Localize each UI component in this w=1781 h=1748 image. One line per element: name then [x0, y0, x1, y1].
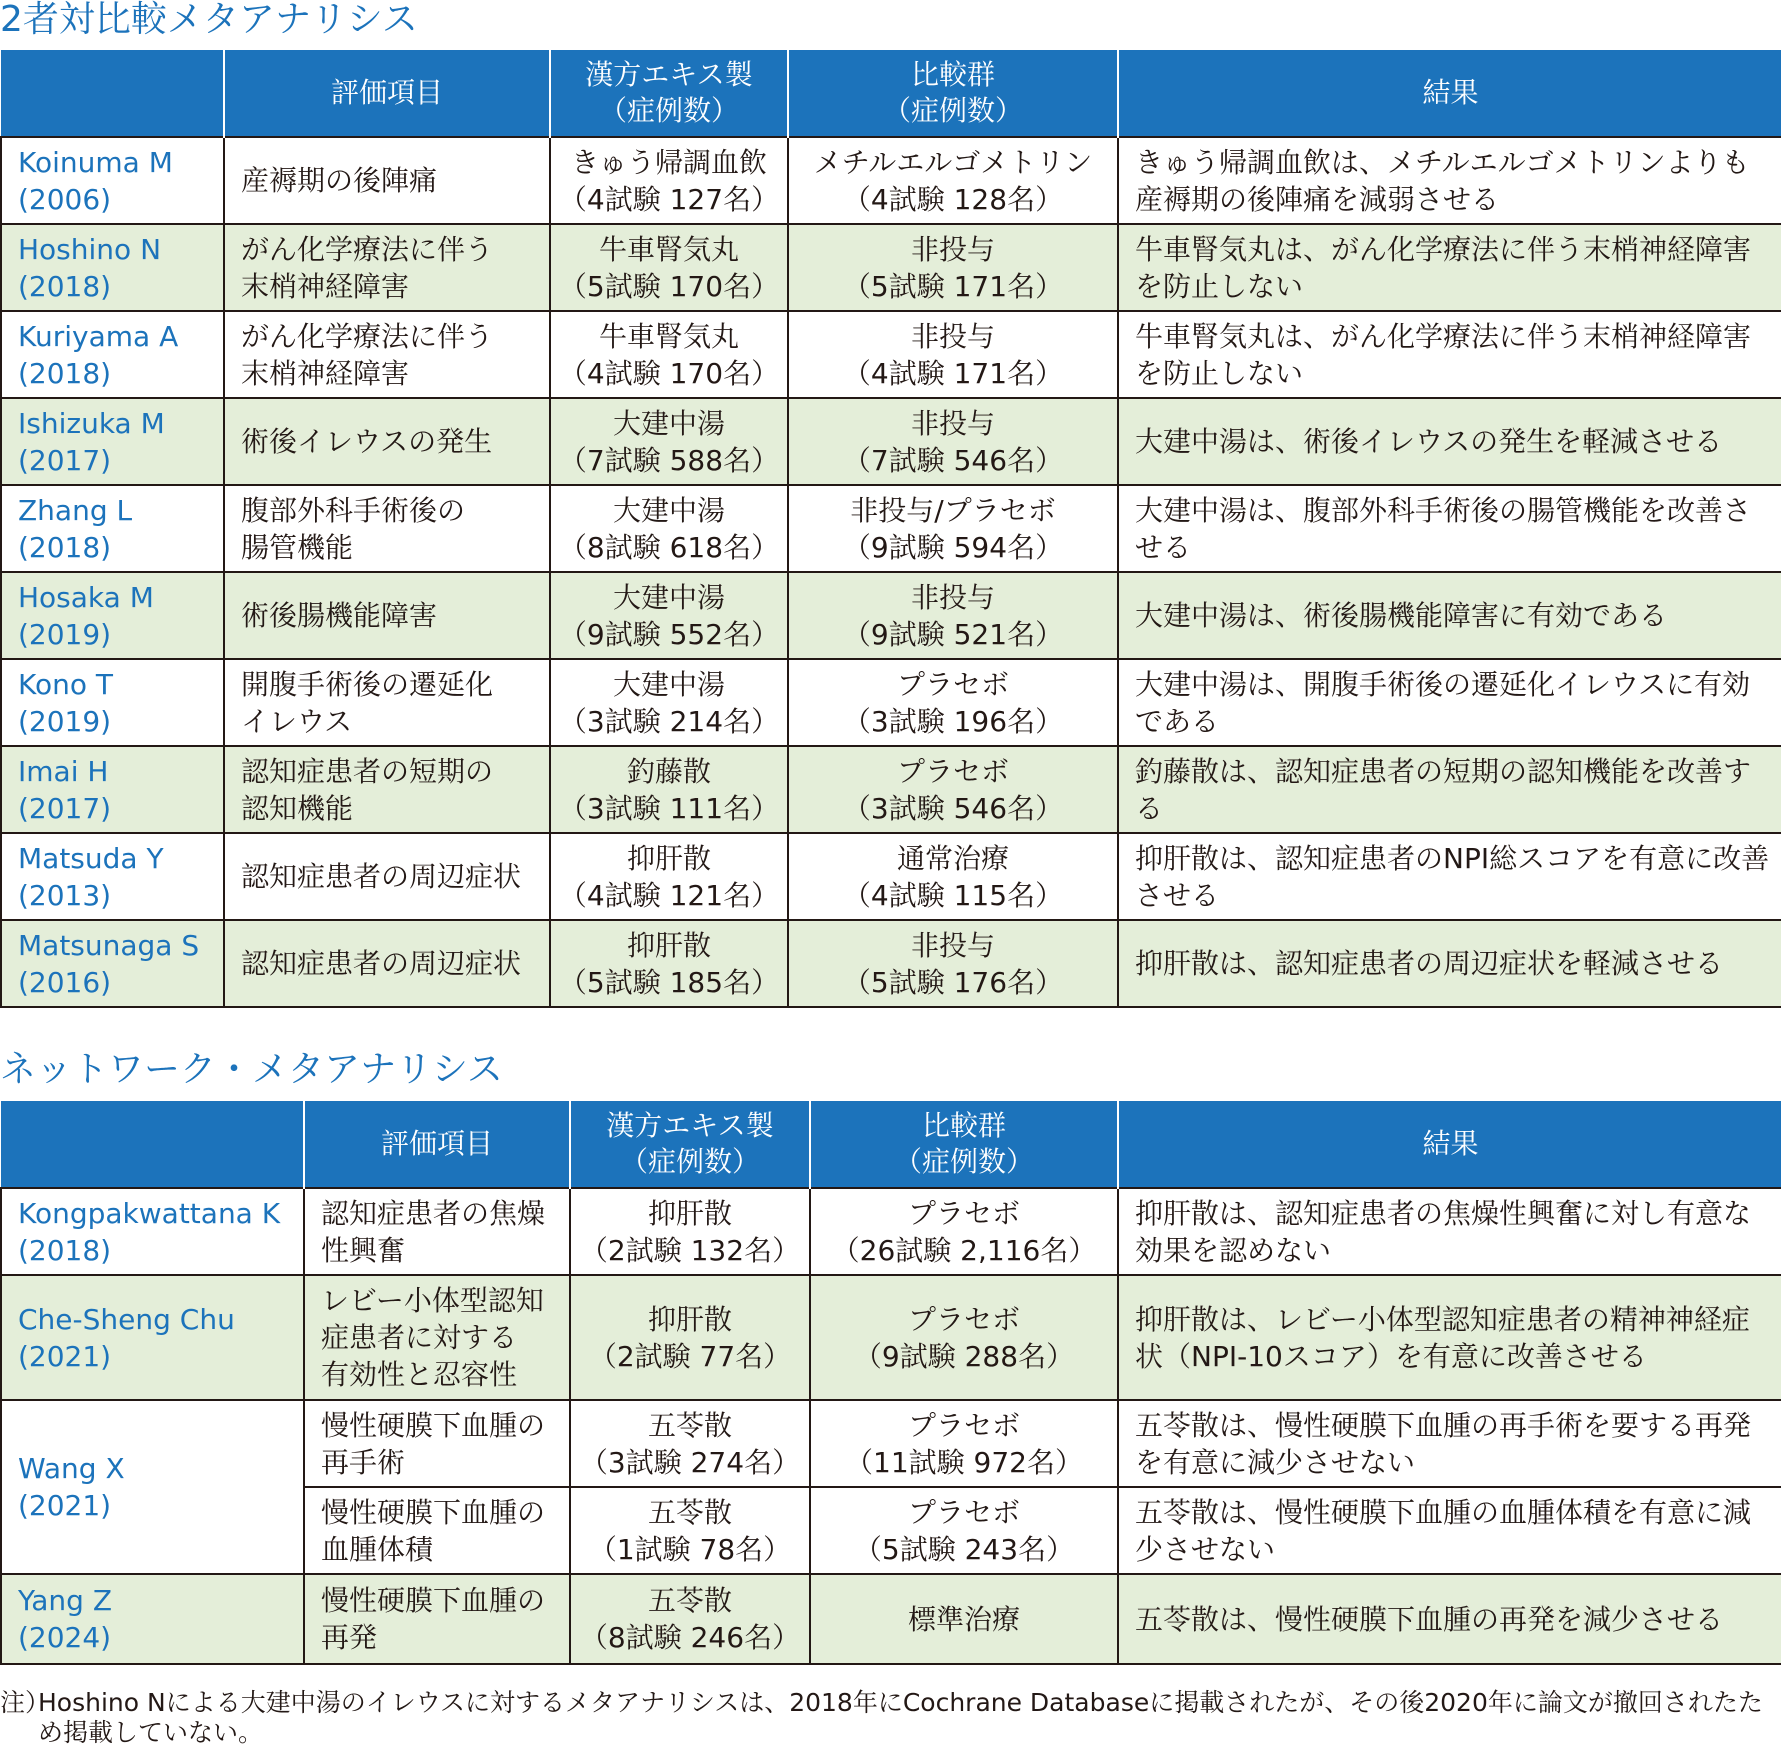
header-result: 結果 [1118, 50, 1781, 137]
kampo-cell: 大建中湯 （8試験 618名） [550, 485, 788, 572]
table-row [1, 485, 1781, 572]
kampo-cell: 抑肝散 （2試験 77名） [570, 1275, 810, 1400]
study-cell: Kongpakwattana K (2018) [1, 1188, 304, 1275]
control-cell: 非投与 （9試験 521名） [788, 572, 1118, 659]
table-row [1, 1574, 1781, 1664]
result-cell: 大建中湯は、腹部外科手術後の腸管機能を改善させる [1118, 485, 1781, 572]
header-control: 比較群 （症例数） [810, 1101, 1118, 1188]
outcome-cell: 腹部外科手術後の 腸管機能 [224, 485, 550, 572]
header-study [1, 1101, 304, 1188]
table-row [1, 224, 1781, 311]
outcome-cell: 慢性硬膜下血腫の 再発 [304, 1574, 570, 1664]
control-cell: 非投与 （7試験 546名） [788, 398, 1118, 485]
control-cell: プラセボ （11試験 972名） [810, 1400, 1118, 1487]
kampo-cell: 五苓散 （3試験 274名） [570, 1400, 810, 1487]
outcome-cell: 認知症患者の焦燥 性興奮 [304, 1188, 570, 1275]
pairwise-meta-analysis-table [0, 50, 1781, 1008]
control-cell: 非投与 （5試験 176名） [788, 920, 1118, 1007]
outcome-cell: 術後腸機能障害 [224, 572, 550, 659]
outcome-cell: 認知症患者の短期の 認知機能 [224, 746, 550, 833]
table-row [1, 311, 1781, 398]
kampo-cell: 牛車腎気丸 （4試験 170名） [550, 311, 788, 398]
section-title-network: ネットワーク・メタアナリシス [0, 1049, 503, 1090]
study-cell: Kuriyama A (2018) [1, 311, 224, 398]
outcome-cell: レビー小体型認知 症患者に対する 有効性と忍容性 [304, 1275, 570, 1400]
control-cell: プラセボ （9試験 288名） [810, 1275, 1118, 1400]
table-row [1, 659, 1781, 746]
table-row [1, 1400, 1781, 1487]
outcome-cell: 術後イレウスの発生 [224, 398, 550, 485]
table-header-row [1, 1101, 1781, 1188]
result-cell: 大建中湯は、術後イレウスの発生を軽減させる [1118, 398, 1781, 485]
result-cell: 大建中湯は、開腹手術後の遷延化イレウスに有効である [1118, 659, 1781, 746]
result-cell: 抑肝散は、認知症患者の焦燥性興奮に対し有意な効果を認めない [1118, 1188, 1781, 1275]
kampo-cell: 牛車腎気丸 （5試験 170名） [550, 224, 788, 311]
outcome-cell: がん化学療法に伴う 末梢神経障害 [224, 224, 550, 311]
header-outcome: 評価項目 [304, 1101, 570, 1188]
header-outcome: 評価項目 [224, 50, 550, 137]
kampo-cell: 大建中湯 （7試験 588名） [550, 398, 788, 485]
header-kampo: 漢方エキス製 （症例数） [550, 50, 788, 137]
table-row [1, 746, 1781, 833]
result-cell: 五苓散は、慢性硬膜下血腫の血腫体積を有意に減少させない [1118, 1487, 1781, 1574]
control-cell: 通常治療 （4試験 115名） [788, 833, 1118, 920]
kampo-cell: 五苓散 （8試験 246名） [570, 1574, 810, 1664]
study-cell: Hoshino N (2018) [1, 224, 224, 311]
header-kampo: 漢方エキス製 （症例数） [570, 1101, 810, 1188]
outcome-cell: 認知症患者の周辺症状 [224, 920, 550, 1007]
result-cell: 五苓散は、慢性硬膜下血腫の再手術を要する再発を有意に減少させない [1118, 1400, 1781, 1487]
control-cell: メチルエルゴメトリン （4試験 128名） [788, 137, 1118, 224]
control-cell: 非投与 （5試験 171名） [788, 224, 1118, 311]
result-cell: 抑肝散は、認知症患者のNPI総スコアを有意に改善させる [1118, 833, 1781, 920]
study-cell: Matsuda Y (2013) [1, 833, 224, 920]
control-cell: 標準治療 [810, 1574, 1118, 1664]
control-cell: プラセボ （5試験 243名） [810, 1487, 1118, 1574]
result-cell: きゅう帰調血飲は、メチルエルゴメトリンよりも産褥期の後陣痛を減弱させる [1118, 137, 1781, 224]
footnote [0, 1688, 1781, 1748]
kampo-cell: 抑肝散 （5試験 185名） [550, 920, 788, 1007]
study-cell: Zhang L (2018) [1, 485, 224, 572]
header-study [1, 50, 224, 137]
header-result: 結果 [1118, 1101, 1781, 1188]
kampo-cell: 大建中湯 （3試験 214名） [550, 659, 788, 746]
footnote-text: Hoshino Nによる大建中湯のイレウスに対するメタアナリシスは、2018年にCochrane Databaseに掲載されたが、その後2020年に論文が撤回されたため掲載していない。 [38, 1688, 1763, 1747]
control-cell: 非投与/プラセボ （9試験 594名） [788, 485, 1118, 572]
kampo-cell: 抑肝散 （4試験 121名） [550, 833, 788, 920]
outcome-cell: 慢性硬膜下血腫の 再手術 [304, 1400, 570, 1487]
control-cell: 非投与 （4試験 171名） [788, 311, 1118, 398]
network-meta-analysis-table [0, 1101, 1781, 1665]
study-cell: Kono T (2019) [1, 659, 224, 746]
kampo-cell: 大建中湯 （9試験 552名） [550, 572, 788, 659]
kampo-cell: 抑肝散 （2試験 132名） [570, 1188, 810, 1275]
study-cell: Hosaka M (2019) [1, 572, 224, 659]
kampo-cell: きゅう帰調血飲 （4試験 127名） [550, 137, 788, 224]
table-row [1, 920, 1781, 1007]
control-cell: プラセボ （3試験 546名） [788, 746, 1118, 833]
result-cell: 釣藤散は、認知症患者の短期の認知機能を改善する [1118, 746, 1781, 833]
study-cell: Wang X (2021) [1, 1400, 304, 1574]
control-cell: プラセボ （3試験 196名） [788, 659, 1118, 746]
table-header-row [1, 50, 1781, 137]
kampo-cell: 釣藤散 （3試験 111名） [550, 746, 788, 833]
study-cell: Matsunaga S (2016) [1, 920, 224, 1007]
kampo-cell: 五苓散 （1試験 78名） [570, 1487, 810, 1574]
study-cell: Koinuma M (2006) [1, 137, 224, 224]
table-row [1, 572, 1781, 659]
table-row [1, 398, 1781, 485]
table-row [1, 1188, 1781, 1275]
table-row [1, 137, 1781, 224]
outcome-cell: がん化学療法に伴う 末梢神経障害 [224, 311, 550, 398]
result-cell: 抑肝散は、認知症患者の周辺症状を軽減させる [1118, 920, 1781, 1007]
outcome-cell: 開腹手術後の遷延化 イレウス [224, 659, 550, 746]
result-cell: 牛車腎気丸は、がん化学療法に伴う末梢神経障害を防止しない [1118, 311, 1781, 398]
result-cell: 抑肝散は、レビー小体型認知症患者の精神神経症状（NPI-10スコア）を有意に改善させる [1118, 1275, 1781, 1400]
result-cell: 牛車腎気丸は、がん化学療法に伴う末梢神経障害を防止しない [1118, 224, 1781, 311]
table-row [1, 833, 1781, 920]
section-title-pairwise: 2者対比較メタアナリシス [0, 0, 418, 40]
study-cell: Yang Z (2024) [1, 1574, 304, 1664]
table-row [1, 1275, 1781, 1400]
study-cell: Imai H (2017) [1, 746, 224, 833]
outcome-cell: 慢性硬膜下血腫の 血腫体積 [304, 1487, 570, 1574]
result-cell: 五苓散は、慢性硬膜下血腫の再発を減少させる [1118, 1574, 1781, 1664]
header-control: 比較群 （症例数） [788, 50, 1118, 137]
result-cell: 大建中湯は、術後腸機能障害に有効である [1118, 572, 1781, 659]
outcome-cell: 産褥期の後陣痛 [224, 137, 550, 224]
footnote-mark: 注） [0, 1688, 51, 1717]
outcome-cell: 認知症患者の周辺症状 [224, 833, 550, 920]
control-cell: プラセボ （26試験 2,116名） [810, 1188, 1118, 1275]
study-cell: Che-Sheng Chu (2021) [1, 1275, 304, 1400]
study-cell: Ishizuka M (2017) [1, 398, 224, 485]
